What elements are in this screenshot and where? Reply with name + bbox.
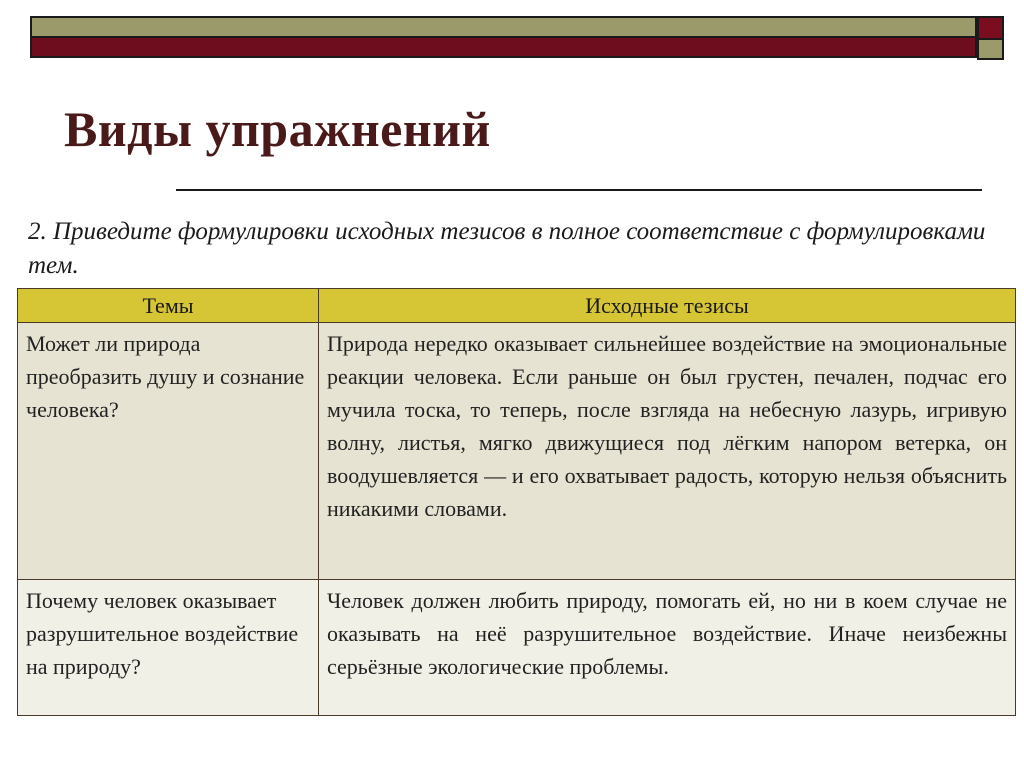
decorative-bar-olive — [30, 16, 977, 38]
decorative-square-olive — [977, 40, 1004, 60]
slide-subtitle: 2. Приведите формулировки исходных тезисов в полное соответствие с формулировками тем. — [28, 218, 986, 279]
slide-title: Виды упражнений — [64, 101, 491, 157]
theme-cell: Почему человек оказывает разрушительное воздействие на природу? — [18, 580, 319, 716]
table-row — [18, 580, 1016, 716]
thesis-cell: Природа нередко оказывает сильнейшее воздействие на эмоциональные реакции человека. Если раньше он был грустен, печален, подчас его мучила тоска, то теперь, после взгляда на небесную лазурь, игривую волну, листья, мягко движущиеся под лёгким напором ветерка, он воодушевляется — и его охватывает радость, которую нельзя объяснить никакими словами. — [319, 323, 1016, 580]
table-header-row — [18, 289, 1016, 323]
decorative-bar-red — [30, 38, 977, 58]
theme-cell: Может ли природа преобразить душу и сознание человека? — [18, 323, 319, 580]
header-themes: Темы — [18, 289, 319, 323]
table-row — [18, 323, 1016, 580]
decorative-square-red — [977, 16, 1004, 40]
header-theses: Исходные тезисы — [319, 289, 1016, 323]
themes-table — [17, 288, 1016, 716]
title-divider — [176, 189, 982, 191]
thesis-cell: Человек должен любить природу, помогать ей, но ни в коем случае не оказывать на неё разрушительное воздействие. Иначе неизбежны серьёзные экологические проблемы. — [319, 580, 1016, 716]
